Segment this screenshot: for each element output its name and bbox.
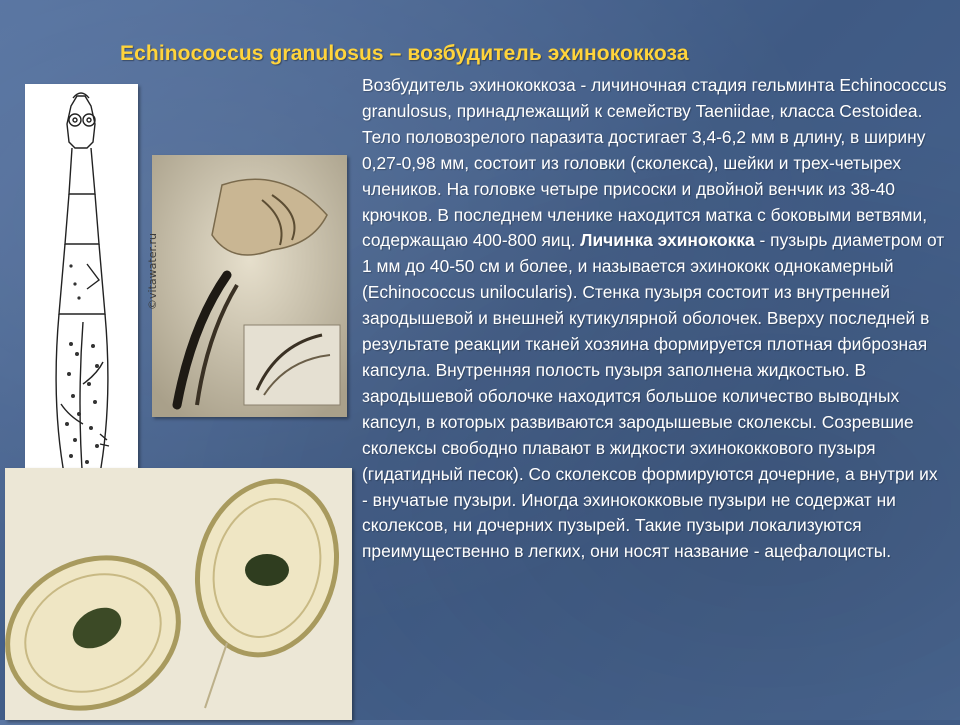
tapeworm-drawing [25,84,138,524]
slide-title: Echinococcus granulosus – возбудитель эхинококкоза [120,42,689,65]
scolex-micrograph-svg [152,155,347,417]
description-part-2: - пузырь диаметром от 1 мм до 40-50 см и более, и называется эхинококк однокамерный (Echinococcus unilocularis). Стенка пузыря состоит из внутренней зародышевой и внешней кутикулярной оболочек. Вверху последней в результате реакции тканей хозяина формируется плотная фиброзная капсула. Внутренняя полость пузыря заполнена жидкостью. В зародышевой оболочке находится большое количество выводных капсул, в которых развиваются зародышевые сколексы. Созревшие сколексы свободно плавают в жидкости эхинококкового пузыря (гидатидный песок). Со сколексов формируются дочерние, а внутри их - внучатые пузыри. Иногда эхинококковые пузыри не содержат ни сколексов, ни дочерних пузырей. Такие пузыри локализуются преимущественно в легких, они носят название - ацефалоцисты. [362,230,945,562]
description-text [362,73,947,565]
description-part-1: Возбудитель эхинококкоза - личиночная стадия гельминта Echinococcus granulosus, принадлежащий к семейству Taeniidae, класса Cestoidea. Тело половозрелого паразита достигает 3,4-6,2 мм в длину, в ширину 0,27-0,98 мм, состоит из головки (сколекса), шейки и трех-четырех члеников. На головке четыре присоски и двойной венчик из 38-40 крючков. В последнем членике находится матка с боковыми ветвями, содержащаю 400-800 яиц. [362,75,947,251]
tapeworm-drawing-svg [25,84,138,524]
description-emphasis: Личинка эхинококка [580,230,755,251]
photo-watermark: ©vitawater.ru [145,233,159,310]
protoscolex-micrograph-svg [5,468,352,720]
protoscolex-micrograph [5,468,352,720]
scolex-micrograph [145,155,347,417]
